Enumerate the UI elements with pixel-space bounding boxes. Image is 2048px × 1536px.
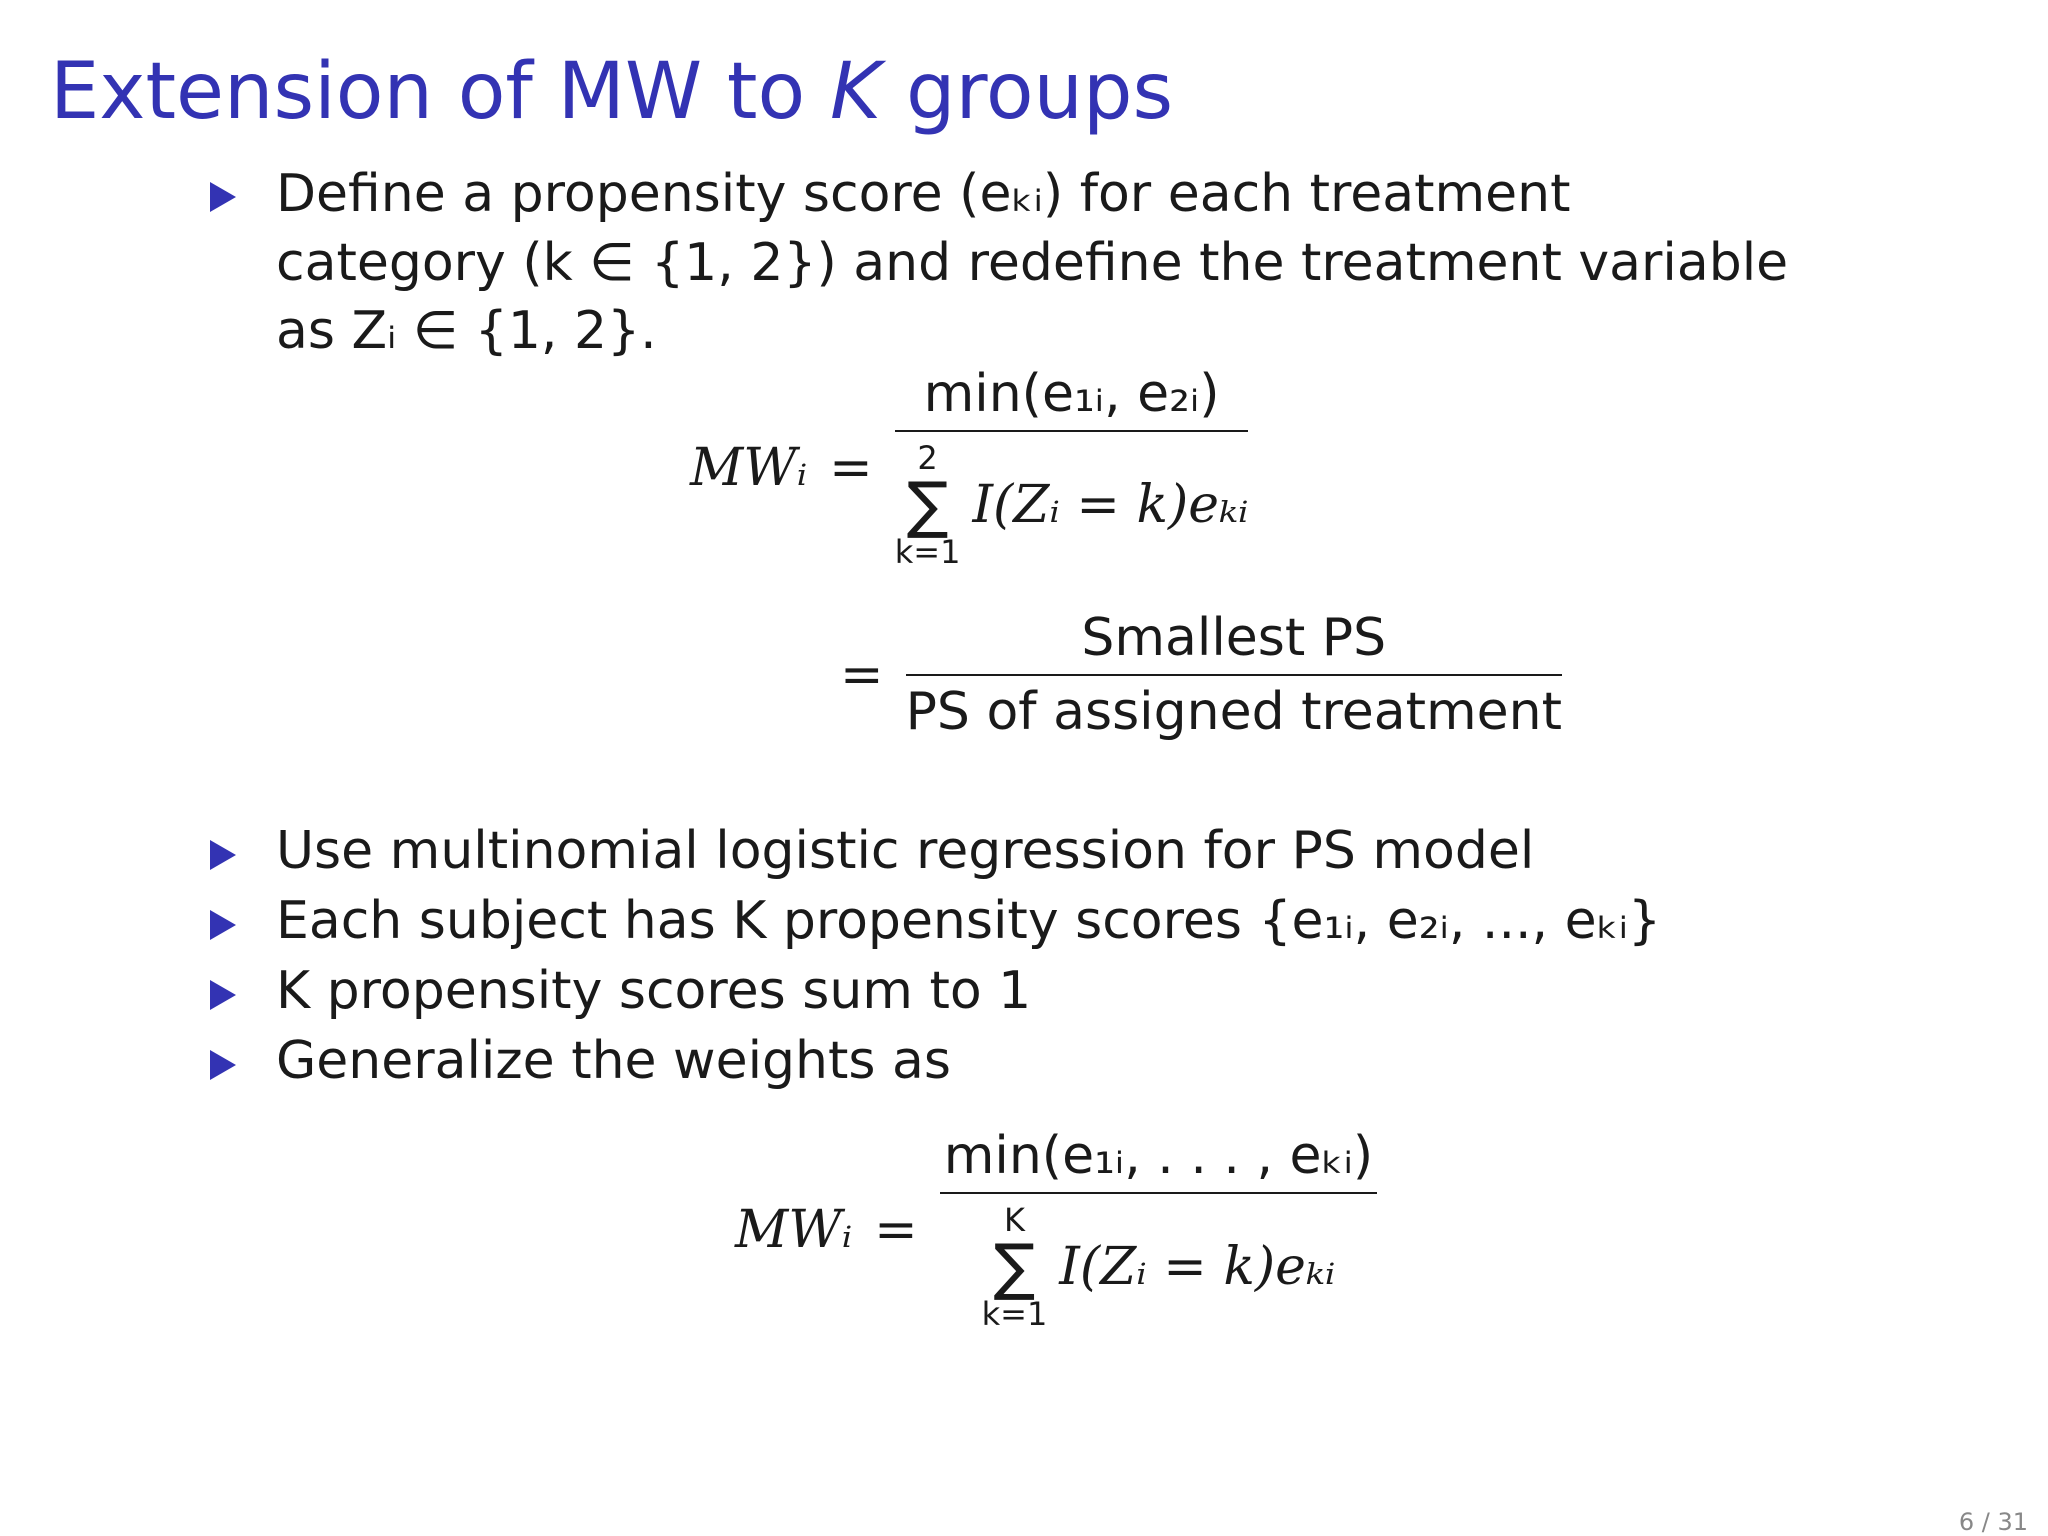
bullet-item <box>210 818 1534 886</box>
sigma-icon: ∑ <box>906 468 949 541</box>
title-prefix: Extension of MW to <box>50 47 830 137</box>
sum-lower-limit: k=1 <box>894 533 961 571</box>
equation-1 <box>690 364 1249 571</box>
bullet-item <box>210 888 1661 956</box>
summation <box>981 1201 1048 1333</box>
fraction-numerator: min(e₁ᵢ, . . . , eₖᵢ) <box>943 1126 1374 1186</box>
equation-1-line-2 <box>818 608 1562 742</box>
bullet-text: Define a propensity score (eₖᵢ) for each treatment category (k ∈ {1, 2}) and redefine the treatment variable as Zᵢ ∈ {1, 2}. <box>276 164 1789 362</box>
fraction-numerator: Smallest PS <box>1081 608 1387 668</box>
page-number: 6 / 31 <box>1958 1508 2028 1536</box>
fraction-numerator: min(e₁ᵢ, e₂ᵢ) <box>923 364 1220 424</box>
equation-2 <box>735 1126 1377 1333</box>
bullet-item <box>210 160 1810 366</box>
fraction-denominator: PS of assigned treatment <box>905 682 1562 742</box>
fraction-denominator <box>981 1194 1336 1333</box>
triangle-bullet-icon <box>210 980 236 1010</box>
triangle-bullet-icon <box>210 1050 236 1080</box>
equation-lhs: MWᵢ <box>690 438 808 498</box>
fraction-denominator <box>894 432 1249 571</box>
fraction <box>894 364 1249 571</box>
bullet-text: Generalize the weights as <box>276 1031 951 1091</box>
fraction <box>940 1126 1377 1333</box>
equals-sign: = <box>840 645 884 705</box>
summand: I(Zᵢ = k)eₖᵢ <box>972 475 1249 535</box>
title-var: K <box>830 47 882 137</box>
equals-sign: = <box>829 438 873 498</box>
fraction <box>905 608 1562 742</box>
summand: I(Zᵢ = k)eₖᵢ <box>1059 1237 1336 1297</box>
triangle-bullet-icon <box>210 840 236 870</box>
bullet-text: Each subject has K propensity scores {e₁ᵢ, e₂ᵢ, ..., eₖᵢ} <box>276 891 1662 951</box>
sum-upper-limit: 2 <box>917 439 938 477</box>
sum-upper-limit: K <box>1003 1201 1025 1239</box>
sum-lower-limit: k=1 <box>981 1295 1048 1333</box>
bullet-text: K propensity scores sum to 1 <box>276 961 1032 1021</box>
triangle-bullet-icon <box>210 910 236 940</box>
sigma-icon: ∑ <box>993 1230 1036 1303</box>
title-suffix: groups <box>881 47 1174 137</box>
equals-sign: = <box>874 1200 918 1260</box>
triangle-bullet-icon <box>210 182 236 212</box>
bullet-text: Use multinomial logistic regression for PS model <box>276 821 1535 881</box>
bullet-item <box>210 958 1031 1026</box>
equation-lhs: MWᵢ <box>735 1200 853 1260</box>
slide-title <box>50 47 1174 137</box>
bullet-item <box>210 1028 951 1096</box>
summation <box>894 439 961 571</box>
